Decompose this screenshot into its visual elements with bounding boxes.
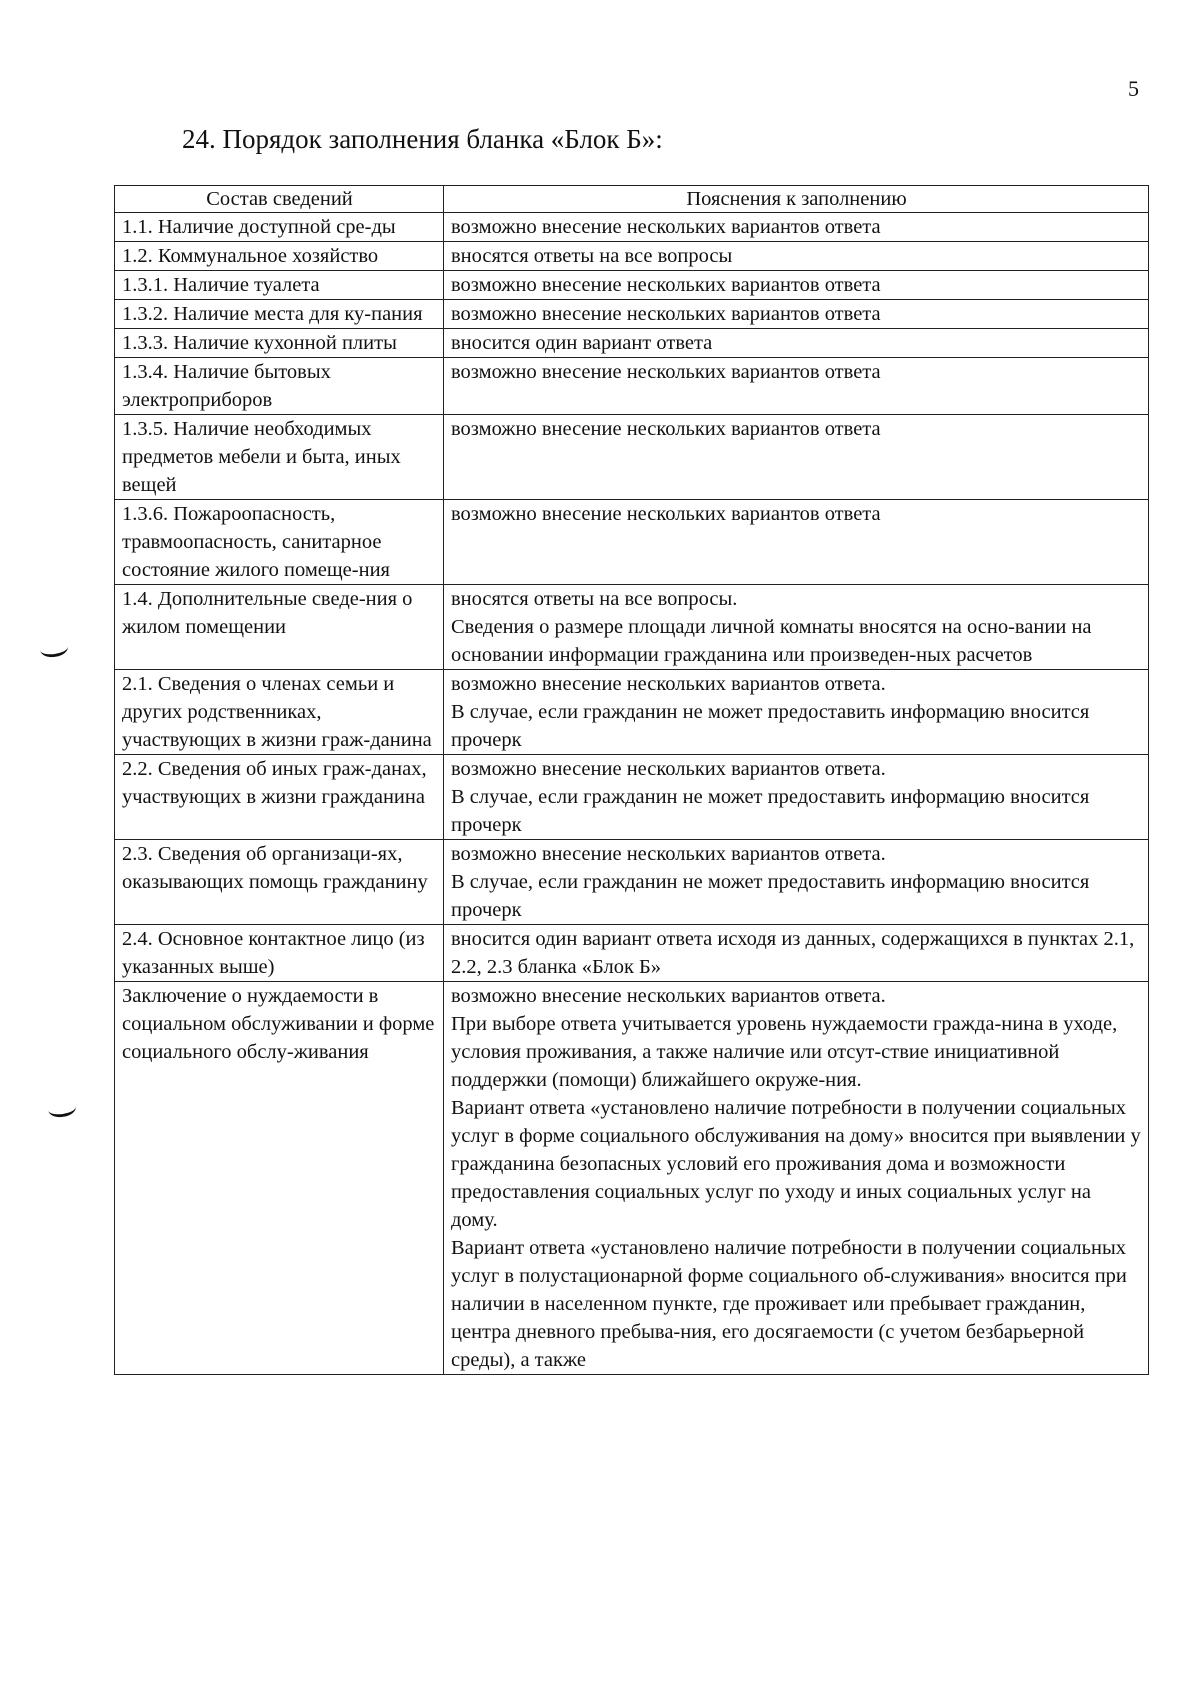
explanation-text: возможно внесение нескольких вариантов ответа [451,274,881,296]
explanation-text: возможно внесение нескольких вариантов ответа. [451,758,886,780]
table-row [115,242,1149,271]
table-row [115,585,1149,670]
item-cell: 1.3.5. Наличие необходимых предметов мебели и быта, иных вещей [115,415,444,500]
table-row [115,925,1149,982]
table-row [115,840,1149,925]
explanation-text: В случае, если гражданин не может предоставить информацию вносится прочерк [451,701,1090,751]
explanation-cell [444,585,1149,670]
explanation-cell [444,925,1149,982]
table-row [115,300,1149,329]
item-cell: 1.3.4. Наличие бытовых электроприборов [115,358,444,415]
margin-pen-mark [47,1098,77,1119]
item-cell: 1.2. Коммунальное хозяйство [115,242,444,271]
explanation-text: вносятся ответы на все вопросы. [451,588,738,610]
explanation-text: Вариант ответа «установлено наличие потребности в получении социальных услуг в форме социального обслуживания на дому» вносится при выявлении у гражданина безопасных условий его проживания дома и возможности предоставления социальных услуг по уходу и иных социальных услуг на дому. [451,1097,1141,1231]
item-cell: 2.1. Сведения о членах семьи и других родственниках, участвующих в жизни граж-данина [115,670,444,755]
item-cell: 2.2. Сведения об иных граж-данах, участвующих в жизни гражданина [115,755,444,840]
explanation-cell [444,500,1149,585]
explanation-cell [444,271,1149,300]
explanation-text: возможно внесение нескольких вариантов ответа. [451,673,886,695]
explanation-cell [444,242,1149,271]
section-heading: 24. Порядок заполнения бланка «Блок Б»: [182,124,663,154]
table-row [115,329,1149,358]
explanation-text: Вариант ответа «установлено наличие потребности в получении социальных услуг в полустационарной форме социального об-служивания» вносится при наличии в населенном пункте, где проживает или пребывает гражданин, центра дневного пребыва-ния, его досягаемости (с учетом безбарьерной среды), а также [451,1237,1127,1371]
explanation-text: возможно внесение нескольких вариантов ответа [451,361,881,383]
explanation-text: возможно внесение нескольких вариантов ответа. [451,985,886,1007]
explanation-cell [444,329,1149,358]
item-cell: 2.3. Сведения об организаци-ях, оказывающих помощь гражданину [115,840,444,925]
margin-pen-mark [39,638,69,659]
column-header-explanations: Пояснения к заполнению [444,186,1149,213]
item-cell: 1.3.2. Наличие места для ку-пания [115,300,444,329]
column-header-composition: Состав сведений [115,186,444,213]
explanation-cell [444,415,1149,500]
page-number: 5 [1128,76,1139,101]
explanation-cell [444,670,1149,755]
explanation-text: При выборе ответа учитывается уровень нуждаемости гражда-нина в уходе, условия проживания, а также наличие или отсут-ствие инициативной поддержки (помощи) ближайшего окруже-ния. [451,1013,1118,1091]
explanation-text: вносятся ответы на все вопросы [451,245,733,267]
explanation-text: возможно внесение нескольких вариантов ответа. [451,843,886,865]
table-row [115,358,1149,415]
explanation-text: возможно внесение нескольких вариантов ответа [451,216,881,238]
table-row [115,415,1149,500]
explanation-cell [444,755,1149,840]
table-header-row [115,186,1149,213]
explanation-text: Сведения о размере площади личной комнаты вносятся на осно-вании на основании информации гражданина или произведен-ных расчетов [451,616,1092,666]
explanation-text: возможно внесение нескольких вариантов ответа [451,503,881,525]
item-cell: 2.4. Основное контактное лицо (из указанных выше) [115,925,444,982]
explanation-text: В случае, если гражданин не может предоставить информацию вносится прочерк [451,871,1090,921]
item-cell: 1.1. Наличие доступной сре-ды [115,213,444,242]
explanation-cell [444,213,1149,242]
table-row [115,670,1149,755]
explanation-cell [444,358,1149,415]
table-row [115,213,1149,242]
explanation-text: вносится один вариант ответа [451,332,713,354]
explanation-text: В случае, если гражданин не может предоставить информацию вносится прочерк [451,786,1090,836]
item-cell: 1.3.1. Наличие туалета [115,271,444,300]
table-row [115,500,1149,585]
explanation-cell [444,982,1149,1375]
instructions-table [114,185,1149,1375]
table-row [115,982,1149,1375]
item-cell: 1.3.6. Пожароопасность, травмоопасность, санитарное состояние жилого помеще-ния [115,500,444,585]
explanation-text: возможно внесение нескольких вариантов ответа [451,418,881,440]
table-row [115,755,1149,840]
explanation-cell [444,300,1149,329]
explanation-cell [444,840,1149,925]
explanation-text: возможно внесение нескольких вариантов ответа [451,303,881,325]
item-cell: 1.4. Дополнительные сведе-ния о жилом помещении [115,585,444,670]
table-row [115,271,1149,300]
explanation-text: вносится один вариант ответа исходя из данных, содержащихся в пунктах 2.1, 2.2, 2.3 бланка «Блок Б» [451,928,1135,978]
item-cell: Заключение о нуждаемости в социальном обслуживании и форме социального обслу-живания [115,982,444,1375]
item-cell: 1.3.3. Наличие кухонной плиты [115,329,444,358]
